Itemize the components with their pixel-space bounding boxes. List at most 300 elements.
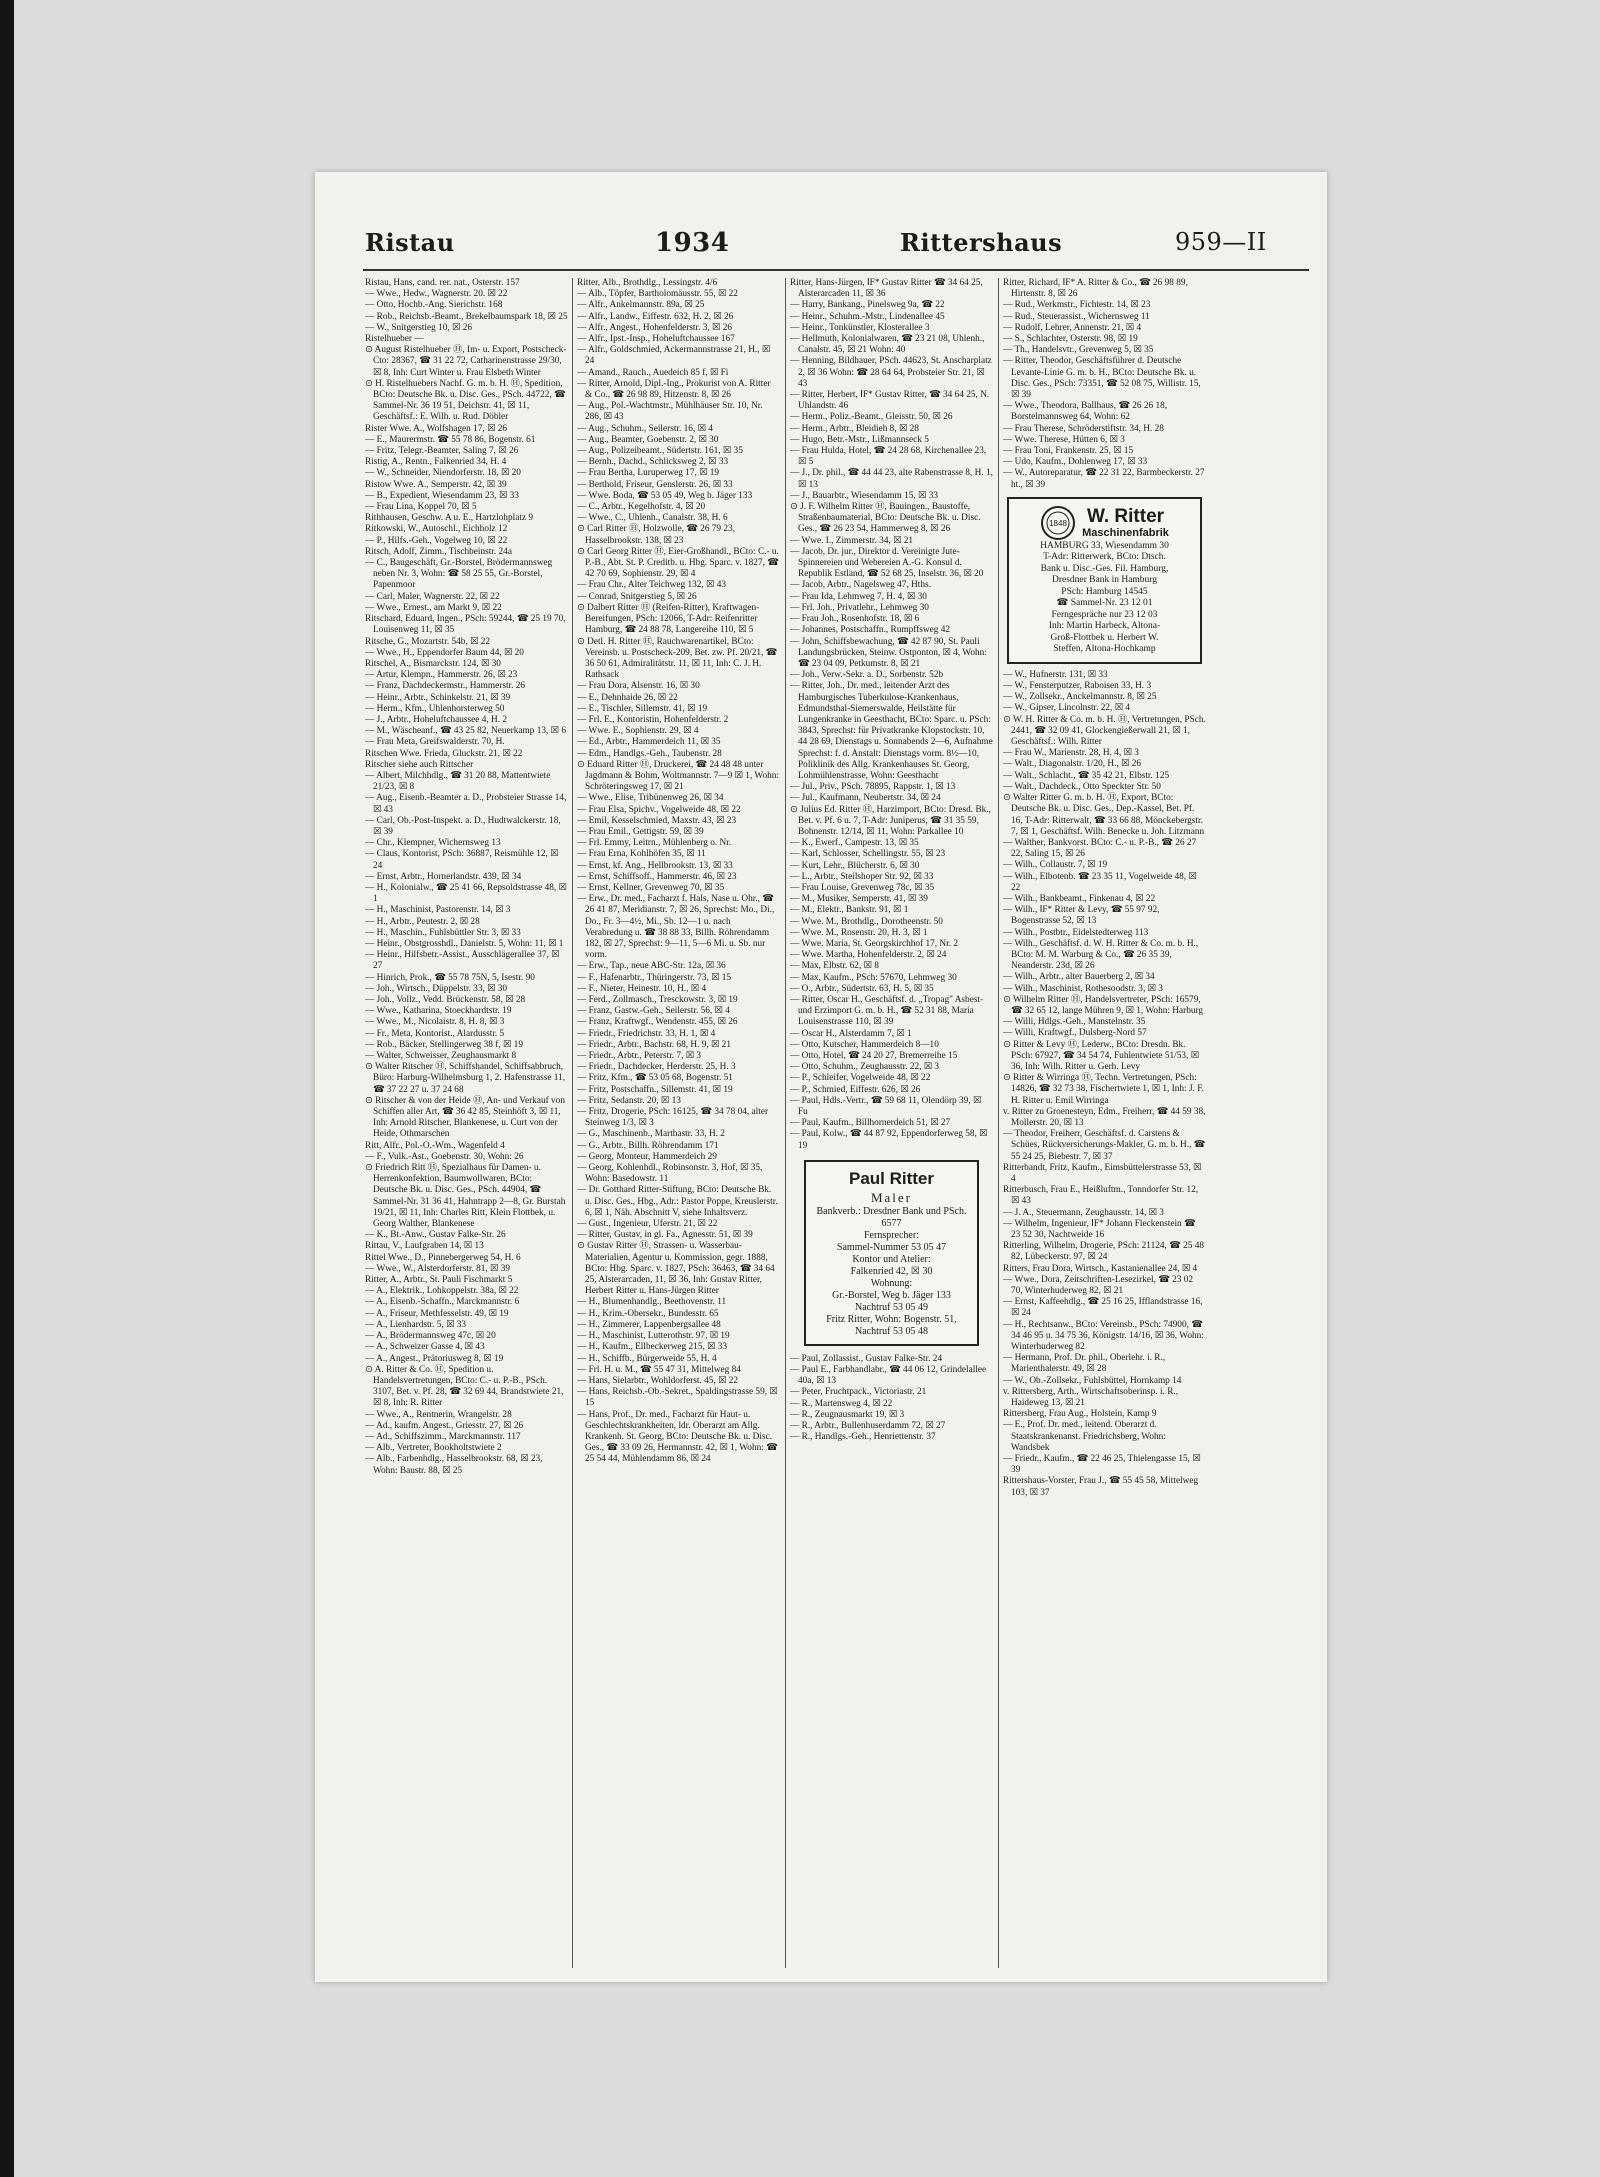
directory-entry: — Hugo, Betr.-Mstr., Lißmannseck 5	[790, 434, 929, 445]
column-divider	[785, 278, 786, 1968]
directory-entry: — Wwe. Martha, Hohenfelderstr. 2, ☒ 24	[790, 950, 947, 961]
directory-entry: — Ritter, Arnold, Dipl.-Ing., Prokurist von A. Ritter & Co., ☎ 26 98 89, Hitzenstr. 8, ☒ 26	[577, 378, 771, 401]
directory-entry: — Frau Ida, Lehmweg 7, H. 4, ☒ 30	[790, 591, 927, 602]
directory-entry: — Gust., Ingenieur, Uferstr. 21, ☒ 22	[577, 1219, 718, 1230]
directory-entry: — Frau Chr., Alter Teichweg 132, ☒ 43	[577, 580, 727, 591]
directory-entry: — K., Ewerf., Campestr. 13, ☒ 35	[790, 838, 919, 849]
directory-entry: — Edm., Handlgs.-Geh., Taubenstr. 28	[577, 748, 722, 759]
directory-entry: — R., Arbtr., Bullenhuserdamm 72, ☒ 27	[790, 1421, 946, 1432]
directory-entry: ⊙ August Ristelhueber Ⓗ, Im- u. Export, Postscheck-Cto: 28367, ☎ 31 22 72, Catharinenstrasse 29/30, ☒ 8, Inh: Curt Winter u. Frau Elsbeth Winter	[365, 345, 567, 378]
directory-entry: — Herm., Arbtr., Bleidieh 8, ☒ 28	[790, 423, 919, 434]
directory-entry: — Friedr., Friedrichstr. 33, H. 1, ☒ 4	[577, 1028, 716, 1039]
directory-entry: — Max, Kaufm., PSch: 57670, Lehmweg 30	[790, 972, 957, 983]
directory-entry: — L., Arbtr., Steilshoper Str. 92, ☒ 33	[790, 871, 934, 882]
ad-line: Groß-Flottbek u. Herbert W.	[1050, 632, 1159, 643]
directory-entry: — E., Prof. Dr. med., leitend. Oberarzt d. Staatskrankenanst. Friedrichsberg, Wohn: Wandsbek	[1003, 1420, 1166, 1453]
directory-entry: — H., Kolonialw., ☎ 25 41 66, Repsoldstrasse 48, ☒ 1	[365, 882, 567, 905]
ad-role: Maler	[870, 1189, 913, 1205]
directory-entry: — Alfr., Ipst.-Insp., Hoheluftchaussee 167	[577, 334, 735, 345]
ad-line: Nachtruf 53 05 49	[854, 1301, 929, 1313]
directory-entry: — Aug., Eisenb.-Beamter a. D., Probsteier Strasse 14, ☒ 43	[365, 793, 567, 815]
directory-entry: — Alb., Farbenhdlg., Hasselbrookstr. 68, ☒ 23, Wohn: Baustr. 88, ☒ 25	[365, 1454, 543, 1476]
ad-line: Kontor und Atelier:	[852, 1253, 931, 1265]
directory-entry: — Paul E., Farbhandlabr., ☎ 44 06 12, Grindelallee 40a, ☒ 13	[790, 1365, 987, 1387]
directory-entry: — Wilh., Elbotenb. ☎ 23 35 11, Vogelweide 48, ☒ 22	[1003, 871, 1197, 893]
ad-line: Fritz Ritter, Wohn: Bogenstr. 51,	[826, 1313, 957, 1325]
directory-entry: — Heinr., Arbtr., Schinkelstr. 21, ☒ 39	[365, 692, 511, 703]
directory-entry: — J., Dr. phil., ☎ 44 44 23, alte Rabenstrasse 8, H. 1, ☒ 13	[790, 468, 993, 490]
directory-entry: — Hans, Sielarbtr., Wohldorferst. 45, ☒ 22	[577, 1375, 739, 1386]
directory-entry: — Carl, Ob.-Post-Inspekt. a. D., Hudtwalckerstr. 18, ☒ 39	[365, 815, 561, 837]
directory-entry: — Wilhelm, Ingenieur, ⅠF* Johann Fleckenstein ☎ 23 52 30, Nachtweide 16	[1003, 1218, 1196, 1241]
directory-entry: — Frl. Emmy, Leitrn., Mühlenberg o. Nr.	[577, 838, 732, 849]
directory-entry: — Wilh., Geschäftsf. d. W. H. Ritter & Co. m. b. H., BCto: M. M. Warburg & Co., ☎ 26 35 39, Neanderstr. 23d, ☒ 26	[1003, 938, 1199, 972]
directory-entry: — H., Maschinist, Pastorenstr. 14, ☒ 3	[365, 905, 511, 916]
directory-entry: — Ritter, Theodor, Geschäftsführer d. Deutsche Levante-Linie G. m. b. H., BCto: Deutsche Bk. u. Disc. Ges., PSch: 73351, ☎ 52 08 75, Willistr. 15, ☒ 39	[1003, 356, 1201, 401]
directory-entry: — Karl, Schlosser, Schellingstr. 55, ☒ 23	[790, 849, 946, 860]
directory-entry: — Ernst, kf. Ang., Hellbrookstr. 13, ☒ 33	[577, 860, 733, 871]
directory-entry: — Artur, Klempn., Hammerstr. 26, ☒ 23	[365, 670, 518, 681]
directory-entry: — Walt., Schlacht., ☎ 35 42 21, Elbstr. 125	[1003, 770, 1170, 781]
directory-entry: — Ernst, Arbtr., Hornerlandstr. 439, ☒ 34	[365, 871, 522, 882]
column-4	[1003, 278, 1206, 1968]
directory-entry: — H., Zimmerer, Lappenbergsallee 48	[577, 1319, 721, 1330]
directory-entry: Ristelhueber —	[365, 334, 424, 345]
directory-entry: — Alb., Töpfer, Bartholomäusstr. 55, ☒ 22	[577, 289, 738, 300]
directory-entry: — W., Gipser, Lincolnstr. 22, ☒ 4	[1003, 703, 1131, 714]
directory-entry: — Otto, Hochb.-Ang. Sierichstr. 168	[365, 300, 503, 311]
directory-entry: — Frau Toni, Frankenstr. 25, ☒ 15	[1003, 446, 1134, 457]
directory-entry: — Ernst, Schiffsoff., Hammerstr. 46, ☒ 23	[577, 871, 737, 882]
directory-entry: Ritter, A., Arbtr., St. Pauli Fischmarkt 5	[365, 1275, 513, 1286]
page-number: 959—II	[1175, 228, 1267, 256]
directory-entry: — Ad., Schiffszimm., Marckmannstr. 117	[365, 1431, 521, 1442]
directory-entry: — Herm., Kfm., Uhlenhorsterweg 50	[365, 703, 505, 714]
directory-entry: — Carl, Maler, Wagnerstr. 22, ☒ 22	[365, 591, 500, 602]
directory-entry: — Frau Hulda, Hotel, ☎ 24 28 68, Kirchenallee 23, ☒ 5	[790, 446, 987, 468]
directory-entry: — Walter, Schweisser, Zeughausmarkt 8	[365, 1051, 517, 1062]
directory-entry: — Dr. Gotthard Ritter-Stiftung, BCto: Deutsche Bk. u. Disc. Ges., Hbg., Adr.: Pastor Poppe, Kreuslerstr. 6, ☒ 1, Näh. Abschnitt V, siehe Inhaltsverz.	[577, 1185, 778, 1218]
directory-entry: — Herm., Poliz.-Beamt., Gleisstr. 50, ☒ 26	[790, 412, 953, 423]
ad-title: W. Ritter	[1086, 506, 1165, 528]
directory-entry: — Joh., Vollz., Vedd. Brückenstr. 58, ☒ 28	[365, 995, 526, 1005]
directory-entry: v. Ritter zu Groenesteyn, Edm., Freiherr, ☎ 44 59 38, Mollerstr. 20, ☒ 13	[1003, 1106, 1206, 1128]
column-divider	[572, 278, 573, 1968]
directory-entry: ⊙ Wilhelm Ritter Ⓗ, Handelsvertreter, PSch: 16579, ☎ 32 65 12, lange Mühren 9, ☒ 1, Wohn: Harburg	[1003, 994, 1204, 1016]
directory-entry: — Wwe. Maria, St. Georgskirchhof 17, Nr. 2	[790, 938, 959, 949]
directory-entry: — Conrad, Snitgerstieg 5, ☒ 26	[577, 591, 697, 602]
directory-entry: — Hans, Reichsb.-Ob.-Sekret., Spaldingstrasse 59, ☒ 15	[577, 1387, 778, 1409]
directory-entry: — Wwe. Boda, ☎ 53 05 49, Weg b. Jäger 133	[577, 490, 753, 501]
directory-entry: — Wwe., H., Eppendorfer Baum 44, ☒ 20	[365, 647, 524, 658]
ad-line: Wohnung:	[870, 1277, 913, 1289]
directory-entry: — Wwe., M., Nicolaistr. 8, H. 8, ☒ 3	[365, 1017, 505, 1028]
directory-entry: — W., Snitgerstieg 10, ☒ 26	[365, 322, 472, 333]
directory-entry: Ritschard, Eduard, Ingen., PSch: 59244, ☎ 25 19 70, Louisenweg 11, ☒ 35	[365, 614, 566, 636]
directory-entry: Ritt, Alfr., Pol.-O.-Wm., Wagenfeld 4	[365, 1140, 505, 1151]
directory-entry: ⊙ Ritscher & von der Heide Ⓗ, An- und Verkauf von Schiffen aller Art, ☎ 36 42 85, Steinhöft 3, ☒ 11, Inh: Arnold Ritscher, Blankenese, u. Curt von der Heide, Othmarschen	[365, 1095, 565, 1140]
directory-entry: — Hellmuth, Kolonialwaren, ☎ 23 21 08, Uhlenh., Canalstr. 45, ☒ 21 Wohn: 40	[790, 334, 985, 356]
directory-entry: — Chr., Klempner, Wichernsweg 13	[365, 838, 501, 849]
directory-entry: — Frau Erna, Kohlhöfen 35, ☒ 11	[577, 849, 706, 860]
directory-entry: Ritterbusch, Frau E., Heißluftm., Tonndorfer Str. 12, ☒ 43	[1003, 1185, 1199, 1207]
directory-entry: Rithhausen, Geschw. A u. E., Hartzlohplatz 9	[365, 513, 533, 524]
scan-edge	[0, 0, 14, 2177]
directory-entry: — H., Krim.-Obersekr., Bundesstr. 65	[577, 1308, 719, 1319]
directory-entry: — Jul., Kaufmann, Neubertstr. 34, ☒ 24	[790, 793, 941, 804]
directory-entry: — R., Zeugnausmarkt 19, ☒ 3	[790, 1409, 905, 1420]
directory-entry: — Erw., Tap., neue ABC-Str. 12a, ☒ 36	[577, 961, 726, 972]
directory-entry: — Frau Emil., Gettigstr. 59, ☒ 39	[577, 826, 704, 837]
directory-entry: — Rob., Bäcker, Stellingerweg 38 f, ☒ 19	[365, 1039, 523, 1050]
directory-entry: Ritsche, G., Mozartstr. 54b, ☒ 22	[365, 636, 491, 647]
directory-entry: — Fritz, Telegr.-Beamter, Saling 7, ☒ 26	[365, 446, 519, 457]
directory-entry: — Wwe. E., Sophienstr. 29, ☒ 4	[577, 726, 699, 737]
directory-entry: — Otto, Kutscher, Hammerdeich 8—10	[790, 1039, 939, 1050]
directory-entry: — Amand., Rauch., Auedeich 85 f, ☒ Fi	[577, 367, 729, 378]
ad-line: Falkenried 42, ☒ 30	[850, 1265, 933, 1277]
directory-entry: — K., Bt.-Anw., Gustav Falke-Str. 26	[365, 1230, 506, 1241]
directory-entry: — Ritter, Herbert, ⅠF* Gustav Ritter, ☎ 34 64 25, N. Uhlandstr. 46	[790, 390, 990, 412]
directory-entry: — F., Nieter, Heinestr. 10, H., ☒ 4	[577, 983, 707, 994]
directory-entry: — Walther, Bankvorst. BCto: C.- u. P.-B., ☎ 26 27 22, Saling 15, ☒ 26	[1003, 837, 1197, 860]
w-ritter-ad	[1007, 497, 1202, 664]
directory-entry: Ritter, Alb., Brothdlg., Lessingstr. 4/6	[577, 278, 718, 288]
directory-page	[315, 172, 1327, 1982]
directory-entry: — H., Blumenhandlg., Beethovenstr. 11	[577, 1297, 727, 1308]
directory-entry: — Frau Lina, Koppel 70, ☒ 5	[365, 502, 477, 513]
directory-entry: ⊙ J. F. Wilhelm Ritter Ⓗ, Bauingen., Baustoffe, Straßenbaumaterial, BCto: Deutsche Bk. u. Disc. Ges., ☎ 26 23 54, Hammerweg 8, ☒ 26	[790, 502, 981, 535]
directory-entry: — Peter, Fruchtpack., Victoriastr. 21	[790, 1387, 927, 1398]
directory-entry: — Friedr., Dachdecker, Herderstr. 25, H. 3	[577, 1062, 736, 1073]
directory-entry: — Frau Therese, Schröderstiftstr. 34, H. 28	[1003, 423, 1164, 434]
directory-entry: — Walt., Diagonalstr. 1/20, H., ☒ 26	[1003, 759, 1142, 770]
directory-entry: Ritkowski, W., Autoschl., Eichholz 12	[365, 524, 508, 535]
directory-entry: — Harry, Bankang., Pinelsweg 9a, ☎ 22	[790, 300, 945, 311]
directory-entry: — Otto, Hotel, ☎ 24 20 27, Bremerreihe 15	[790, 1051, 958, 1062]
directory-entry: Ristau, Hans, cand. rer. nat., Osterstr. 157	[365, 278, 520, 288]
directory-entry: — A., Schweizer Gasse 4, ☒ 43	[365, 1342, 485, 1353]
directory-entry: — W., Ob.-Zollsekr., Fuhlsbüttel, Hornkamp 14	[1003, 1375, 1182, 1386]
directory-entry: — Heinr., Hilfsbetr.-Assist., Ausschlägerallee 37, ☒ 27	[365, 950, 560, 972]
directory-entry: — Jacob, Arbtr., Nagelsweg 47, Hths.	[790, 580, 931, 591]
ad-line: Inh: Martin Harbeck, Altona-	[1048, 621, 1161, 632]
directory-entry: — A., Brödermannsweg 47c, ☒ 20	[365, 1331, 496, 1342]
directory-entry: — Alfr., Angest., Hohenfelderstr. 3, ☒ 26	[577, 322, 733, 333]
ad-line: Bankverb.: Dresdner Bank und PSch. 6577	[816, 1205, 967, 1229]
directory-entry: — Franz, Dachdeckermstr., Hammerstr. 26	[365, 681, 526, 692]
directory-entry: — Udo, Kaufm., Dohlenweg 17, ☒ 33	[1003, 457, 1148, 468]
directory-entry: — Rob., Reichsb.-Beamt., Brekelbaumspark 18, ☒ 25	[365, 311, 568, 322]
directory-entry: — Paul, Zollassist., Gustav Falke-Str. 24	[790, 1353, 943, 1364]
directory-entry: — B., Expedient, Wiesendamm 23, ☒ 33	[365, 490, 519, 501]
directory-entry: — Friedr., Arbtr., Bachstr. 68, H. 9, ☒ 21	[577, 1039, 731, 1050]
directory-entry: — A., Angest., Prätoriusweg 8, ☒ 19	[365, 1353, 504, 1364]
directory-entry: — W., Schneider, Niendorferstr. 18, ☒ 20	[365, 468, 521, 479]
directory-entry: — Wwe., Dora, Zeitschriften-Lesezirkel, ☎ 23 02 70, Winterhuderweg 82, ☒ 21	[1003, 1274, 1194, 1297]
directory-entry: — Wwe., Theodora, Ballhaus, ☎ 26 26 18, Borstelmannsweg 64, Wohn: 62	[1003, 401, 1168, 423]
directory-entry: — Wilh., Postbtr., Eidelstedterweg 113	[1003, 927, 1149, 938]
directory-entry: — A., Elektrik., Lohkoppelstr. 38a, ☒ 22	[365, 1286, 519, 1297]
directory-entry: — A., Eisenb.-Schaffn., Marckmannstr. 6	[365, 1297, 520, 1308]
directory-entry: — Georg, Kohlenhdl., Robinsonstr. 3, Hof, ☒ 35, Wohn: Basedowstr. 11	[577, 1163, 763, 1185]
header-year: 1934	[655, 228, 730, 258]
directory-entry: — Franz, Gastw.-Geh., Seilerstr. 56, ☒ 4	[577, 1006, 730, 1017]
header-rule	[363, 269, 1309, 271]
directory-entry: — Ferd., Zollmasch., Tresckowstr. 3, ☒ 19	[577, 995, 738, 1005]
directory-entry: — Ritter, Joh., Dr. med., leitender Arzt des Hamburgisches Tuberkulose-Krankenhaus, Edmundsthal-Siemerswalde, Heilstätte für Lungenkranke in Geesthacht, BCto: Sparc. u. PSch: 3843, Sprechst: für Privatkranke Klopstockstr. 10, 44 28 69, Dienstags u. Sonnabends 2—6, Aufnahme Sprechst: f. d. Anstalt: Dienstags vorm. 8½—10, Poliklinik des Allg. Krankenhauses St. Georg, Lohmühlenstrasse, Wohn: Geesthacht	[790, 681, 993, 781]
directory-entry: Ritschen Wwe. Frieda, Gluckstr. 21, ☒ 22	[365, 748, 523, 759]
directory-entry: — Wwe. M., Brothdlg., Dorotheenstr. 50	[790, 916, 943, 927]
ad-line: Nachtruf 53 05 48	[854, 1325, 929, 1337]
directory-entry: — Aug., Polizeibeamt., Südertstr. 161, ☒ 35	[577, 446, 743, 457]
ad-logo-row	[1015, 505, 1194, 541]
directory-entry: — Frau Bertha, Luruperweg 17, ☒ 19	[577, 468, 720, 479]
directory-entry: — Fritz, Kfm., ☎ 53 05 68, Bogenstr. 51	[577, 1073, 733, 1084]
directory-entry: — G., Maschinenb., Marthastr. 33, H. 2	[577, 1129, 725, 1140]
directory-entry: — Alfr., Goldschmied, Ackermannstrasse 21, H., ☒ 24	[577, 345, 771, 367]
ad-line: ☎ Sammel-Nr. 23 12 01	[1056, 598, 1153, 609]
directory-entry: — H., Maschinist, Lutterothstr. 97, ☒ 19	[577, 1331, 730, 1342]
ad-line: Ferngespräche nur 23 12 03	[1051, 609, 1158, 620]
directory-entry: — A., Lienhardstr. 5, ☒ 33	[365, 1319, 467, 1330]
directory-entry: — Wwe., Hedw., Wagnerstr. 20. ☒ 22	[365, 289, 508, 300]
directory-entry: — Ernst, Kaffeehdlg., ☎ 25 16 25, Ifflandstrasse 16, ☒ 24	[1003, 1297, 1203, 1319]
directory-entry: — Theodor, Freiherr, Geschäftsf. d. Carstens & Schües, Rückversicherungs-Makler, G. m. b. H., ☎ 55 24 25, Biebestr. 7, ☒ 37	[1003, 1129, 1206, 1162]
column-1	[365, 278, 568, 1968]
directory-entry: ⊙ Carl Georg Ritter Ⓗ, Eier-Großhandl., BCto: C.- u. P.-B., Abt. St. P. Creditb. u. Hbg. Sparc. v. 1827, ☎ 42 70 69, Sophienstr. 29, ☒ 4	[577, 546, 779, 580]
directory-entry: — Rudolf, Lehrer, Annenstr. 21, ☒ 4	[1003, 322, 1142, 333]
directory-entry: — Wwe., A., Rentnerin, Wrangelstr. 28	[365, 1409, 512, 1420]
directory-entry: — Claus, Kontorist, PSch: 36887, Reismühle 12, ☒ 24	[365, 849, 559, 871]
directory-entry: Ristow Wwe. A., Semperstr. 42, ☒ 39	[365, 479, 507, 490]
directory-entry: — Joh., Verw.-Sekr. a. D., Sorbenstr. 52b	[790, 670, 944, 681]
directory-entry: — Wilh., Arbtr., alter Bauerberg 2, ☒ 34	[1003, 972, 1155, 983]
directory-entry: — Frau W., Marienstr. 28, H. 4, ☒ 3	[1003, 748, 1139, 759]
directory-entry: — Paul, Kolw., ☎ 44 87 92, Eppendorferweg 58, ☒ 19	[790, 1129, 988, 1151]
directory-entry: — E., Maurermstr. ☎ 55 78 86, Bogenstr. 61	[365, 434, 536, 445]
directory-entry: ⊙ Detl. H. Ritter Ⓗ, Rauchwarenartikel, BCto: Vereinsb. u. Postscheck-209, Bet. zw. Pf. 20/21, ☎ 36 50 61, Admiralitätstr. 11, ☒ 11, Inh: C. J. H. Rathsack	[577, 636, 778, 681]
directory-entry: ⊙ Julius Ed. Ritter Ⓗ, Harzimport, BCto: Dresd. Bk., Bet. v. Pf. 6 u. 7, T-Adr: Juniperus, ☎ 31 35 59, Bohnenstr. 12/14, ☒ 11, Wohn: Parkallee 10	[790, 804, 991, 837]
directory-entry: — S., Schlachter, Osterstr. 98, ☒ 19	[1003, 334, 1138, 345]
seal-year: 1848	[1049, 518, 1067, 528]
directory-entry: — Hermann, Prof. Dr. phil., Oberlehr. i. R., Marienthalerstr. 49, ☒ 28	[1003, 1353, 1166, 1375]
directory-entry: — Rud., Steuerassist., Wichernsweg 11	[1003, 311, 1150, 322]
directory-entry: — Wwe., Katharina, Stoeckhardtstr. 19	[365, 1006, 512, 1017]
directory-entry: — F., Hafenarbtr., Thüringerstr. 73, ☒ 15	[577, 972, 732, 983]
directory-entry: — Friedr., Arbtr., Peterstr. 7, ☒ 3	[577, 1051, 702, 1062]
directory-entry: — Aug., Beamter, Goebenstr. 2, ☒ 30	[577, 434, 719, 445]
directory-entry: — Ernst, Kellner, Grevenweg 70, ☒ 35	[577, 882, 725, 893]
directory-entry: — C., Arbtr., Kegelhofstr. 4, ☒ 20	[577, 502, 706, 513]
directory-entry: — Wwe., Elise, Tribünenweg 26, ☒ 34	[577, 793, 724, 804]
directory-entry: — J., Arbtr., Hoheluftchaussee 4, H. 2	[365, 714, 508, 725]
ad-subtitle: Maschinenfabrik	[1082, 527, 1169, 540]
directory-entry: — E., Tischler, Sillemstr. 41, ☒ 19	[577, 703, 708, 714]
directory-entry: — A., Friseur, Methfesselstr. 49, ☒ 19	[365, 1308, 509, 1319]
ad-line: Fernsprecher:	[864, 1229, 919, 1241]
directory-entry: — Fr., Meta, Kontorist., Alardusstr. 5	[365, 1028, 505, 1039]
directory-entry: — H., Schiffb., Bürgerweide 55, H. 4	[577, 1353, 717, 1364]
column-2	[577, 278, 780, 1968]
directory-entry: — Hinrich, Prok., ☎ 55 78 75N, 5, Isestr. 90	[365, 972, 535, 983]
directory-entry: — Wwe. Therese, Hütten 6, ☒ 3	[1003, 434, 1125, 445]
directory-entry: Rister Wwe. A., Wolfshagen 17, ☒ 26	[365, 423, 508, 434]
directory-entry: — Oscar H., Alsterdamm 7, ☒ 1	[790, 1028, 912, 1039]
directory-entry: Ritschel, A., Bismarckstr. 124, ☒ 30	[365, 658, 501, 669]
directory-entry: — Aug., Schuhm., Seilerstr. 16, ☒ 4	[577, 423, 713, 434]
directory-entry: Ritterbandt, Fritz, Kaufm., Eimsbüttelerstrasse 53, ☒ 4	[1003, 1162, 1202, 1184]
directory-entry: — R., Martensweg 4, ☒ 22	[790, 1398, 893, 1409]
directory-entry: — Ritter, Gustav, in gl. Fa., Agnesstr. 51, ☒ 39	[577, 1230, 753, 1241]
directory-entry: — Walt., Dachdeck., Otto Speckter Str. 50	[1003, 781, 1161, 792]
directory-entry: — H., Maschin., Fuhlsbüttler Str. 3, ☒ 33	[365, 927, 521, 938]
seal-icon	[1040, 505, 1076, 541]
directory-entry: — Bernh., Dachd., Schlicksweg 2, ☒ 33	[577, 457, 729, 468]
directory-entry: Ritsch, Adolf, Zimm., Tischbeinstr. 24a	[365, 546, 512, 557]
ad-line: Sammel-Nummer 53 05 47	[836, 1241, 947, 1253]
directory-entry: — Alb., Vertreter, Bookholtstwiete 2	[365, 1443, 502, 1454]
directory-entry: — Paul, Kaufm., Billhornerdeich 51, ☒ 27	[790, 1118, 951, 1129]
directory-entry: ⊙ Friedrich Ritt Ⓗ, Spezialhaus für Damen- u. Herrenkonfektion, Baumwollwaren, BCto: Deutsche Bk. u. Disc. Ges., PSch. 44904, ☎ Sammel-Nr. 31 36 41, Hahntrapp 2—8, Gr. Burstah 19/21, ☒ 11, Inh: Charles Ritt, Klein Flottbek, u. Georg Walther, Blankenese	[365, 1163, 566, 1230]
directory-entry: — W., Hufnerstr. 131, ☒ 33	[1003, 669, 1108, 680]
directory-entry: — Wilh., ⅠF* Ritter & Levy, ☎ 55 97 92, Bogenstrasse 52, ☒ 13	[1003, 905, 1160, 927]
directory-entry: — Ritter, Oscar H., Geschäftsf. d. „Tropag" Asbest- und Erzimport G. m. b. H., ☎ 52 31 88, Maria Louisenstrasse 110, ☒ 39	[790, 995, 984, 1028]
directory-entry: v. Rittersberg, Arth., Wirtschaftsoberinsp. i. R., Haideweg 13, ☒ 21	[1003, 1386, 1179, 1409]
directory-entry: ⊙ Walter Ritter G. m. b. H. Ⓗ, Export, BCto: Deutsche Bk. u. Disc. Ges., Dep.-Kassel, Bet. Pf. 16, T-Adr: Ritterwalt, ☎ 33 66 88, Mönckebergstr. 7, ☒ 1, Geschäftsf. Wilh. Benecke u. Joh. Litzmann	[1003, 793, 1205, 837]
directory-entry: ⊙ Eduard Ritter Ⓗ, Druckerei, ☎ 24 48 48 unter Jagdmann & Bohm, Woltmannstr. 7—9 ☒ 1, Wohn: Schröteringsweg 17, ☒ 21	[577, 759, 779, 793]
directory-entry: — Jul., Priv., PSch. 78895, Rappstr. 1, ☒ 13	[790, 782, 956, 793]
directory-entry: Rittershaus-Vorster, Frau J., ☎ 55 45 58, Mittelweg 103, ☒ 37	[1003, 1476, 1199, 1498]
directory-entry: — Heinr., Tonkünstler, Klosterallee 3	[790, 322, 930, 333]
directory-entry: — W., Autoreparatur, ☎ 22 31 22, Barmbeckerstr. 27 ht., ☒ 39	[1003, 468, 1205, 490]
directory-entry: — Paul, Hdls.-Vertr., ☎ 59 68 11, Olendörp 39, ☒ Fu	[790, 1095, 982, 1118]
directory-entry: — Ed., Arbtr., Hammerdeich 11, ☒ 35	[577, 737, 721, 748]
directory-entry: — M., Musiker, Semperstr. 41, ☒ 39	[790, 894, 928, 905]
directory-entry: — J. A., Steuermann, Zeughausstr. 14, ☒ 3	[1003, 1207, 1164, 1218]
column-divider	[998, 278, 999, 1968]
directory-entry: — W., Fensterputzer, Raboisen 33, H. 3	[1003, 681, 1152, 692]
directory-entry: — Frau Joh., Rosenhofstr. 18, ☒ 6	[790, 614, 920, 625]
directory-entry: — G., Arbtr., Billh. Röhrendamm 171	[577, 1140, 719, 1151]
directory-entry: — M., Wäscheanf., ☎ 43 25 82, Neuerkamp 13, ☒ 6	[365, 726, 566, 737]
directory-entry: — Rud., Werkmstr., Fichtestr. 14, ☒ 23	[1003, 300, 1151, 311]
directory-entry: — Franz, Kraftwgf., Wendenstr. 455, ☒ 26	[577, 1017, 738, 1028]
directory-entry: — M., Elektr., Bankstr. 91, ☒ 1	[790, 905, 909, 916]
directory-entry: — E., Dehnhaide 26, ☒ 22	[577, 692, 678, 703]
directory-entry: — Max, Elbstr. 62, ☒ 8	[790, 961, 879, 972]
directory-entry: Ritterling, Wilhelm, Drogerie, PSch: 21124, ☎ 25 48 82, Lübeckerstr. 97, ☒ 24	[1003, 1241, 1204, 1263]
directory-entry: Rittel Wwe., D., Pinnebergerweg 54, H. 6	[365, 1252, 521, 1263]
ad-line: Bank u. Disc.-Ges. Fil. Hamburg,	[1040, 563, 1169, 574]
directory-entry: Rittau, V., Laufgraben 14, ☒ 13	[365, 1241, 484, 1252]
directory-entry: — Aug., Pol.-Wachtmstr., Mühlhäuser Str. 10, Nr. 286, ☒ 43	[577, 401, 763, 423]
directory-entry: — Frau Dora, Alsenstr. 16, ☒ 30	[577, 681, 700, 692]
directory-entry: — Kurt, Lehr., Blücherstr. 6, ☒ 30	[790, 860, 920, 871]
directory-entry: — Henning, Bildhauer, PSch. 44623, St. Anscharplatz 2, ☒ 36 Wohn: ☎ 28 64 64, Probsteier Str. 21, ☒ 43	[790, 356, 992, 389]
directory-entry: ⊙ Carl Ritter Ⓗ, Holzwolle, ☎ 26 79 23, Hasselbrookstr. 138, ☒ 23	[577, 524, 736, 546]
directory-entry: — Albert, Milchhdlg., ☎ 31 20 88, Mattentwiete 21/23, ☒ 8	[365, 770, 551, 793]
directory-entry: — Frl. H. u. M., ☎ 55 47 31, Mittelweg 84	[577, 1364, 741, 1375]
column-3	[790, 278, 993, 1968]
directory-entry: — H., Kaufm., Ellbeckerweg 215, ☒ 33	[577, 1342, 728, 1353]
directory-entry: — Johannes, Postschaffn., Rumpffsweg 42	[790, 625, 951, 636]
directory-entry: — J., Bauarbtr., Wiesendamm 15, ☒ 33	[790, 490, 938, 501]
directory-entry: — C., Baugeschäft, Gr.-Borstel, Brödermannsweg neben Nr. 3, Wohn: ☎ 58 25 55, Gr.-Borstel, Papenmoor	[365, 558, 553, 591]
directory-entry: ⊙ Gustav Ritter Ⓗ, Strassen- u. Wasserbau-Materialien, Agentur u. Kommission, gegr. 1888, BCto: Hbg. Sparc. v. 1827, PSch: 36463, ☎ 34 64 25, Alsterarcaden, 11, ☒ 36, Inh: Gustav Ritter, Herbert Ritter u. Hans-Jürgen Ritter	[577, 1241, 775, 1297]
directory-entry: — Heinr., Obstgrosshdl., Danielstr. 5, Wohn: 11, ☒ 1	[365, 938, 564, 949]
ad-title: Paul Ritter	[848, 1168, 935, 1188]
ad-line: Gr.-Borstel, Weg b. Jäger 133	[832, 1289, 951, 1301]
directory-entry: Ritter, Hans-Jürgen, ⅠF* Gustav Ritter ☎ 34 64 25, Alsterarcaden 11, ☒ 36	[790, 278, 983, 300]
directory-entry: — Frau Elsa, Spichv., Vogelweide 48, ☒ 22	[577, 804, 741, 815]
directory-entry: — Frau Meta, Greifswalderstr. 70, H.	[365, 737, 505, 748]
directory-entry: Ritter, Richard, ⅠF* A. Ritter & Co., ☎ 26 98 89, Hirtenstr. 8, ☒ 26	[1003, 278, 1188, 300]
directory-entry: ⊙ W. H. Ritter & Co. m. b. H. Ⓗ, Vertretungen, PSch. 2441, ☎ 32 09 41, Glockengießerwall 21, ☒ 1, Geschäftsf.: Wilh. Ritter	[1003, 714, 1206, 748]
directory-entry: — Frl. Joh., Privatlehr., Lehmweg 30	[790, 602, 929, 613]
directory-entry: — Willi, Hdlgs.-Geh., Manstelnstr. 35	[1003, 1017, 1146, 1028]
directory-entry: — F., Vulk.-Ast., Goebenstr. 30, Wohn: 26	[365, 1151, 524, 1162]
directory-entry: — Wilh., Maschinist, Rothesoodstr. 3, ☒ 3	[1003, 983, 1163, 994]
directory-entry: — Frau Louise, Grevenweg 78c, ☒ 35	[790, 882, 935, 893]
directory-entry: — Frl. E., Kontoristin, Hohenfelderstr. 2	[577, 714, 729, 725]
directory-entry: — Friedr., Kaufm., ☎ 22 46 25, Thielengasse 15, ☒ 39	[1003, 1454, 1201, 1476]
directory-entry: — Berthold, Friseur, Genslerstr. 26, ☒ 33	[577, 479, 733, 490]
directory-entry: — Wwe. I., Zimmerstr. 34, ☒ 21	[790, 535, 914, 546]
directory-entry: Ristig, A., Rentn., Falkenried 34, H. 4	[365, 457, 507, 468]
directory-entry: — Joh., Wirtsch., Düppelstr. 33, ☒ 30	[365, 983, 508, 994]
directory-entry: — Otto, Schuhm., Zeughausstr. 22, ☒ 3	[790, 1062, 940, 1073]
directory-entry: — Jacob, Dr. jur., Direktor d. Vereinigte Jute-Spinnereien und Webereien A.-G. Konsul d. Republik Estland, ☎ 52 68 25, Inselstr. 36, ☒ 20	[790, 546, 984, 580]
directory-entry: — Alfr., Landw., Eiffestr. 632, H. 2, ☒ 26	[577, 311, 734, 322]
directory-entry: ⊙ Walter Ritscher Ⓗ, Schiffshandel, Schiffsabbruch, Büro: Harburg-Wilhelmsburg 1, 2. Hafenstrasse 11, ☎ 37 22 27 u. 37 24 68	[365, 1062, 566, 1095]
directory-entry: Rittersberg, Frau Aug., Holstein, Kamp 9	[1003, 1409, 1157, 1420]
directory-entry: — R., Handlgs.-Geh., Henriettenstr. 37	[790, 1432, 936, 1443]
directory-entry: — O., Arbtr., Südertstr. 63, H. 5, ☒ 35	[790, 983, 934, 994]
directory-entry: — Wwe., W., Alsterdorferstr. 81, ☒ 39	[365, 1263, 511, 1274]
directory-entry: — W., Zollsekr., Anckelmannstr. 8, ☒ 25	[1003, 692, 1157, 703]
directory-entry: — Ad., kaufm. Angest., Griesstr. 27, ☒ 26	[365, 1420, 524, 1431]
directory-entry: — P., Schmied, Eiffestr. 626, ☒ 26	[790, 1084, 921, 1095]
directory-entry: — P., Schleifer, Vogelweide 48, ☒ 22	[790, 1073, 931, 1084]
paul-ritter-ad	[804, 1160, 979, 1346]
directory-entry: ⊙ H. Ristelhuebers Nachf. G. m. b. H. Ⓗ, Spedition, BCto: Deutsche Bk. u. Disc. Ges., PSch. 44722, ☎ Sammel-Nr. 36 19 51, Deichstr. 41, ☒ 11, Geschäftsf.: E. Wilh. u. Rud. Döbler	[365, 378, 566, 423]
directory-entry: Ritscher siehe auch Rittscher	[365, 759, 474, 770]
directory-entry: — Wilh., Collaustr. 7, ☒ 19	[1003, 860, 1108, 871]
directory-entry: — Fritz, Drogerie, PSch: 16125, ☎ 34 78 04, alter Steinweg 1/3, ☒ 3	[577, 1107, 769, 1129]
ad-line: Dresdner Bank in Hamburg	[1051, 575, 1158, 586]
directory-entry: — Georg, Monteur, Hammerdeich 29	[577, 1151, 717, 1162]
directory-entry: — Erw., Dr. med., Facharzt f. Hals, Nase u. Ohr., ☎ 26 41 87, Meridianstr. 7, ☒ 26, Sprechst: Mo., Di., Do., Fr. 3—4½, Mi., Sb. 12—1 u. nach Verabredung u. ☎ 38 88 33, Billh. Röhrendamm 182, ☒ 27, Sprechst: 9—11, 5—6 Mi. u. Sb. nur vorm.	[577, 894, 775, 961]
directory-entry: ⊙ A. Ritter & Co. Ⓗ, Spedition u. Handelsvertretungen, BCto: C.- u. P.-B., PSch. 3107, Bet. v. Pf. 28, ☎ 32 69 44, Brandstwiete 21, ☒ 8, Inh: R. Ritter	[365, 1364, 564, 1409]
directory-entry: ⊙ Dalbert Ritter Ⓗ (Reifen-Ritter), Kraftwagen-Bereifungen, PSch: 12066, T-Adr: Reifenritter Hamburg, ☎ 24 88 78, Langereihe 110, ☒ 5	[577, 602, 760, 636]
directory-entry: Ritters, Frau Dora, Wirtsch., Kastanienallee 24, ☒ 4	[1003, 1263, 1198, 1274]
directory-entry: — Heinr., Schuhm.-Mstr., Lindenallee 45	[790, 311, 945, 322]
directory-entry: — Alfr., Ankelmannstr. 89a, ☒ 25	[577, 300, 705, 311]
directory-entry: — Th., Handelsvtr., Grevenweg 5, ☒ 35	[1003, 345, 1154, 356]
directory-entry: — H., Rechtsanw., BCto: Vereinsb., PSch: 74900, ☎ 34 46 95 u. 34 75 36, Königstr. 14/16, ☒ 36, Wohn: Winterhuderweg 82	[1003, 1319, 1204, 1353]
header-right-keyword: Rittershaus	[900, 228, 1063, 257]
directory-entry: — Fritz, Postschaffn., Sillemstr. 41, ☒ 19	[577, 1084, 733, 1095]
ad-line: HAMBURG 33, Wiesendamm 30	[1040, 540, 1169, 551]
header-left-keyword: Ristau	[365, 228, 455, 257]
directory-entry: — Wwe., Ernest., am Markt 9, ☒ 22	[365, 602, 502, 613]
directory-entry: — Hans, Prof., Dr. med., Facharzt für Haut- u. Geschlechtskrankheiten, ldr. Oberarzt am Allg. Krankenh. St. Georg, BCto: Deutsche Bk. u. Disc. Ges., ☎ 33 09 26, Hermannstr. 42, ☒ 1, Wohn: ☎ 25 54 44, Mühlendamm 86, ☒ 24	[577, 1409, 778, 1465]
directory-entry: — H., Arbtr., Peutestr. 2, ☒ 28	[365, 916, 480, 927]
ad-line: T-Adr: Ritterwerk, BCto: Dtsch.	[1043, 552, 1166, 563]
ad-line: Steffen, Altona-Hochkamp	[1053, 644, 1156, 655]
directory-entry: — Wwe., C., Uhlenh., Canalstr. 38, H. 6	[577, 513, 728, 524]
